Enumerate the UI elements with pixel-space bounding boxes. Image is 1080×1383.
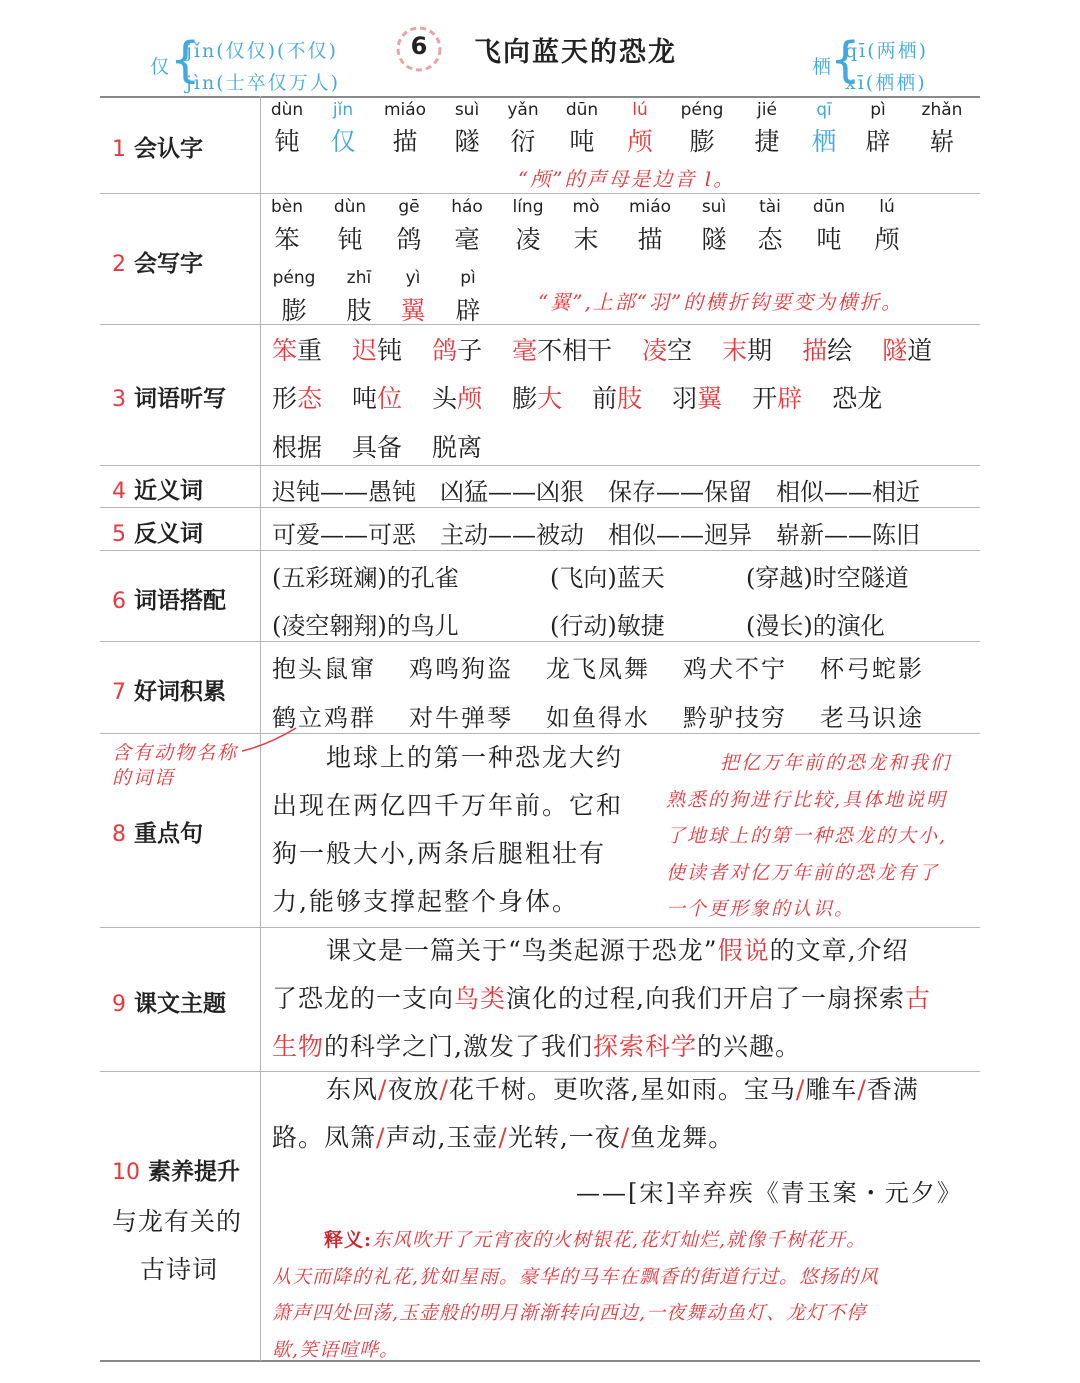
poem-segment: 花千树。更吹落,星如雨。宝马 <box>448 1075 796 1104</box>
explanation-label: 释义: <box>324 1229 373 1251</box>
poem-line-2 <box>272 1114 977 1162</box>
dictation-word <box>642 336 692 365</box>
collocation-item: (漫长)的演化 <box>746 612 885 640</box>
word-part: 末 <box>722 336 748 365</box>
theme-text-normal: 的科学之门,激发了我们 <box>324 1032 593 1061</box>
word-part: 描 <box>802 336 828 365</box>
section-title: 会写字 <box>134 251 203 277</box>
word-part: 态 <box>297 384 323 413</box>
poly-char-right: 栖 <box>812 56 832 78</box>
char-pinyin: dùn <box>270 100 304 120</box>
theme-highlight: 鸟类 <box>454 984 507 1013</box>
word-part: 开 <box>752 384 778 413</box>
key-sentence-line: 出现在两亿四千万年前。它和 <box>272 791 624 820</box>
char-hanzi: 隧 <box>701 225 727 254</box>
dictation-word <box>272 336 322 365</box>
dictation-row-1 <box>272 331 962 367</box>
brace-left-icon: { <box>170 32 201 88</box>
char-hanzi: 颅 <box>874 225 900 254</box>
char-hanzi: 辟 <box>455 296 481 325</box>
dictation-word <box>512 336 612 365</box>
char-pinyin: yǎn <box>507 100 539 120</box>
section-number: 4 <box>112 479 126 504</box>
pause-mark: / <box>439 1075 449 1104</box>
side-note: 含有动物名称的词语 <box>112 742 239 789</box>
section-label-9 <box>112 985 226 1018</box>
char-hanzi: 栖 <box>811 127 837 156</box>
section-label-5 <box>112 515 203 548</box>
char-pinyin: líng <box>512 197 544 217</box>
word-part: 道 <box>907 336 933 365</box>
dictation-word <box>802 336 852 365</box>
theme-line-3 <box>272 1023 977 1071</box>
collocation-item: (穿越)时空隧道 <box>746 564 909 592</box>
char-pinyin: lú <box>632 100 648 120</box>
char-hanzi: 隧 <box>454 127 480 156</box>
idiom: 如鱼得水 <box>546 704 650 732</box>
char-hanzi: 颅 <box>627 127 653 156</box>
pause-mark: / <box>376 1123 386 1152</box>
char-pinyin: péng <box>680 100 724 120</box>
section-title: 会认字 <box>134 136 203 162</box>
char-pinyin: lú <box>879 197 895 217</box>
explanation-text: 东风吹开了元宵夜的火树银花,花灯灿烂,就像千树花开。 <box>372 1229 867 1251</box>
char-hanzi: 笨 <box>274 225 300 254</box>
poem-segment: 路。凤箫 <box>272 1123 377 1152</box>
char-pinyin: bèn <box>270 197 304 217</box>
theme-text-normal: 的文章,介绍 <box>769 936 909 965</box>
section-10-subtitle-1: 与龙有关的 <box>112 1207 243 1236</box>
char-hanzi: 鸽 <box>396 225 422 254</box>
char-pinyin: jié <box>757 100 777 120</box>
poem-segment: 鱼龙舞。 <box>630 1123 735 1152</box>
section-title: 近义词 <box>134 478 203 504</box>
key-sentence-line: 地球上的第一种恐龙大约 <box>326 743 624 772</box>
poem <box>272 1066 977 1162</box>
pause-mark: / <box>620 1123 631 1152</box>
char-hanzi: 描 <box>637 225 663 254</box>
poem-segment: 声动,玉壶 <box>385 1123 499 1152</box>
section-label-1 <box>112 130 203 163</box>
word-part: 颅 <box>457 384 483 413</box>
collocation-item: (凌空翱翔)的鸟儿 <box>272 612 459 640</box>
theme-text-normal: 演化的过程,向我们开启了一扇探索 <box>506 984 905 1013</box>
char-hanzi: 钝 <box>274 127 300 156</box>
word-part: 凌 <box>642 336 668 365</box>
char-hanzi: 凌 <box>515 225 541 254</box>
recognize-note: “颅”的声母是边音 l。 <box>518 167 736 191</box>
divider-6 <box>100 641 980 642</box>
theme-highlight: 探索科学 <box>592 1032 697 1061</box>
dictation-word: 脱离 <box>432 433 483 462</box>
dictation-word: 根据 <box>272 433 323 462</box>
char-pinyin: yì <box>405 268 421 288</box>
word-part: 空 <box>667 336 693 365</box>
page-title: 飞向蓝天的恐龙 <box>474 37 677 68</box>
section-label-10 <box>112 1153 240 1186</box>
dictation-word <box>882 336 932 365</box>
section-title: 课文主题 <box>134 991 226 1017</box>
word-part: 大 <box>537 384 563 413</box>
lesson-number: 6 <box>410 32 428 60</box>
dictation-word <box>512 384 562 413</box>
theme-text-normal: 的兴趣。 <box>696 1032 801 1061</box>
char-pinyin: péng <box>272 268 316 288</box>
section-number: 10 <box>112 1160 140 1185</box>
section-title: 词语听写 <box>134 386 226 412</box>
idiom: 老马识途 <box>820 704 924 732</box>
word-part: 膨 <box>512 384 538 413</box>
key-sentence <box>272 734 652 926</box>
char-hanzi: 吨 <box>569 127 595 156</box>
explanation-line <box>272 1222 977 1259</box>
section-title: 好词积累 <box>134 679 226 705</box>
char-pinyin: dùn <box>333 197 367 217</box>
dictation-row-3 <box>272 428 512 464</box>
char-pinyin: suì <box>701 197 727 217</box>
char-pinyin: miáo <box>383 100 427 120</box>
char-hanzi: 末 <box>573 225 599 254</box>
section-number: 2 <box>112 252 126 277</box>
word-part: 羽 <box>672 384 698 413</box>
poly-char-left: 仅 <box>150 56 170 78</box>
word-part: 迟 <box>352 336 378 365</box>
collocation-row-1 <box>272 558 909 593</box>
section-number: 8 <box>112 822 126 847</box>
section-number: 7 <box>112 680 126 705</box>
idiom: 抱头鼠窜 <box>272 655 376 683</box>
poem-segment: 东风 <box>326 1075 379 1104</box>
poly-left-line2: jìn(士卒仅万人) <box>186 72 341 94</box>
char-hanzi: 态 <box>757 225 783 254</box>
dictation-word <box>352 384 402 413</box>
poem-source: ——[宋]辛弃疾《青玉案・元夕》 <box>576 1179 963 1207</box>
word-part: 绘 <box>827 336 853 365</box>
word-part: 前 <box>592 384 618 413</box>
dictation-word <box>832 384 882 413</box>
explanation-line: 从天而降的礼花,犹如星雨。豪华的马车在飘香的街道行过。悠扬的风 <box>272 1265 880 1288</box>
collocation-item: (飞向)蓝天 <box>550 564 665 592</box>
word-part: 吨 <box>352 384 378 413</box>
char-pinyin: gē <box>398 197 420 217</box>
section-label-3 <box>112 380 226 413</box>
char-pinyin: pì <box>460 268 476 288</box>
dictation-word <box>752 384 802 413</box>
word-part: 不相干 <box>537 336 613 365</box>
poem-explanation <box>272 1222 977 1368</box>
poem-segment: 雕车 <box>805 1075 858 1104</box>
word-part: 子 <box>457 336 483 365</box>
idiom: 杯弓蛇影 <box>820 655 924 683</box>
key-sentence-line: 狗一般大小,两条后腿粗壮有 <box>272 839 606 868</box>
char-pinyin: zhī <box>346 268 372 288</box>
word-part: 期 <box>747 336 773 365</box>
pause-mark: / <box>857 1075 867 1104</box>
pause-mark: / <box>378 1075 388 1104</box>
dictation-word <box>432 336 482 365</box>
collocation-item: (行动)敏捷 <box>550 612 665 640</box>
char-pinyin: tài <box>759 197 781 217</box>
word-part: 鸽 <box>432 336 458 365</box>
poem-segment: 香满 <box>866 1075 919 1104</box>
theme-text-normal: 了恐龙的一支向 <box>272 984 455 1013</box>
poem-segment: 夜放 <box>387 1075 440 1104</box>
dictation-word <box>672 384 722 413</box>
theme-line-1 <box>272 927 977 975</box>
word-part: 翼 <box>697 384 723 413</box>
section-10-subtitle-2: 古诗词 <box>140 1255 219 1284</box>
antonyms: 可爱——可恶 主动——被动 相似——迥异 崭新——陈旧 <box>272 521 920 549</box>
section-label-8 <box>112 815 203 848</box>
poem-segment: 光转,一夜 <box>507 1123 621 1152</box>
char-pinyin: dūn <box>565 100 599 120</box>
dictation-word <box>432 384 482 413</box>
poly-left-line1: jǐn(仅仅)(不仅) <box>186 40 338 62</box>
poly-right-line1: qī(两栖) <box>845 40 929 62</box>
theme-highlight: 假说 <box>717 936 770 965</box>
good-words-row-2 <box>272 698 957 733</box>
poly-right-line2: xī(栖栖) <box>845 72 927 94</box>
char-pinyin: mò <box>572 197 600 217</box>
idiom: 鸡鸣狗盗 <box>409 655 513 683</box>
key-sentence-line: 力,能够支撑起整个身体。 <box>272 887 579 916</box>
explanation-line: 箫声四处回荡,玉壶般的明月渐渐转向西边,一夜舞动鱼灯、龙灯不停 <box>272 1302 867 1324</box>
idiom: 鸡犬不宁 <box>683 655 787 683</box>
divider-4 <box>100 507 980 508</box>
char-pinyin: qī <box>816 100 832 120</box>
word-part: 位 <box>377 384 403 413</box>
char-hanzi: 仅 <box>330 127 356 156</box>
word-part: 隧 <box>882 336 908 365</box>
synonyms: 迟钝——愚钝 凶猛——凶狠 保存——保留 相似——相近 <box>272 478 920 506</box>
dictation-word <box>352 336 402 365</box>
theme-text <box>272 927 977 1071</box>
analysis-line: 了地球上的第一种恐龙的大小, <box>666 825 948 847</box>
analysis-line: 一个更形象的认识。 <box>666 898 856 920</box>
section-number: 6 <box>112 589 126 614</box>
section-label-6 <box>112 582 226 615</box>
word-part: 肢 <box>617 384 643 413</box>
word-part: 重 <box>297 336 323 365</box>
char-hanzi: 膨 <box>281 296 307 325</box>
char-pinyin: háo <box>451 197 483 217</box>
write-note: “翼”,上部“羽”的横折钩要变为横折。 <box>538 290 904 314</box>
pause-mark: / <box>498 1123 508 1152</box>
pause-mark: / <box>795 1075 806 1104</box>
section-number: 3 <box>112 387 126 412</box>
collocation-item: (五彩斑斓)的孔雀 <box>272 564 459 592</box>
section-label-4 <box>112 472 203 505</box>
section-title: 反义词 <box>134 521 203 547</box>
idiom: 对牛弹琴 <box>409 704 513 732</box>
idiom: 龙飞凤舞 <box>546 655 650 683</box>
theme-highlight: 古 <box>904 984 931 1013</box>
char-hanzi: 描 <box>392 127 418 156</box>
dictation-word <box>272 384 322 413</box>
dictation-word: 具备 <box>352 433 403 462</box>
section-label-2 <box>112 245 203 278</box>
idiom: 鹤立鸡群 <box>272 704 376 732</box>
dictation-word <box>722 336 772 365</box>
theme-text-normal: 课文是一篇关于“鸟类起源于恐龙” <box>326 936 718 965</box>
char-hanzi: 翼 <box>400 296 426 325</box>
analysis-line: 使读者对亿万年前的恐龙有了 <box>666 861 940 884</box>
section-title: 重点句 <box>134 821 203 847</box>
analysis-line: 熟悉的狗进行比较,具体地说明 <box>666 788 948 811</box>
section-number: 5 <box>112 522 126 547</box>
char-hanzi: 肢 <box>346 296 372 325</box>
divider-top <box>100 96 980 98</box>
poem-line-1 <box>272 1066 977 1114</box>
divider-1 <box>100 193 980 194</box>
dictation-row-2 <box>272 379 912 415</box>
char-hanzi: 衍 <box>510 127 536 156</box>
word-part: 钝 <box>377 336 403 365</box>
divider-3 <box>100 465 980 466</box>
char-hanzi: 钝 <box>337 225 363 254</box>
word-part: 笨 <box>272 336 298 365</box>
char-hanzi: 崭 <box>929 127 955 156</box>
analysis-line: 把亿万年前的恐龙和我们 <box>720 752 952 774</box>
word-part: 形 <box>272 384 298 413</box>
char-pinyin: zhǎn <box>921 100 963 120</box>
section-label-7 <box>112 673 226 706</box>
char-pinyin: suì <box>454 100 480 120</box>
idiom: 黔驴技穷 <box>683 704 787 732</box>
section-title: 素养提升 <box>148 1159 240 1185</box>
theme-highlight: 生物 <box>272 1032 325 1061</box>
char-pinyin: miáo <box>628 197 672 217</box>
dictation-word <box>592 384 642 413</box>
explanation-line: 歇,笑语喧哗。 <box>272 1338 400 1361</box>
word-part: 辟 <box>777 384 803 413</box>
good-words-row-1 <box>272 649 957 684</box>
divider-2 <box>100 324 980 325</box>
char-pinyin: dūn <box>812 197 846 217</box>
word-part: 头 <box>432 384 458 413</box>
char-hanzi: 捷 <box>754 127 780 156</box>
word-part: 毫 <box>512 336 538 365</box>
section-number: 9 <box>112 992 126 1017</box>
theme-line-2 <box>272 975 977 1023</box>
char-hanzi: 毫 <box>454 225 480 254</box>
divider-5 <box>100 550 980 551</box>
section-title: 词语搭配 <box>134 588 226 614</box>
word-part: 恐龙 <box>832 384 883 413</box>
char-pinyin: jǐn <box>332 100 354 120</box>
collocation-row-2 <box>272 606 885 641</box>
char-pinyin: pì <box>870 100 886 120</box>
key-sentence-analysis <box>666 745 951 928</box>
section-number: 1 <box>112 137 126 162</box>
char-hanzi: 膨 <box>689 127 715 156</box>
char-hanzi: 吨 <box>816 225 842 254</box>
char-hanzi: 辟 <box>865 127 891 156</box>
brace-right-icon: { <box>830 32 861 88</box>
